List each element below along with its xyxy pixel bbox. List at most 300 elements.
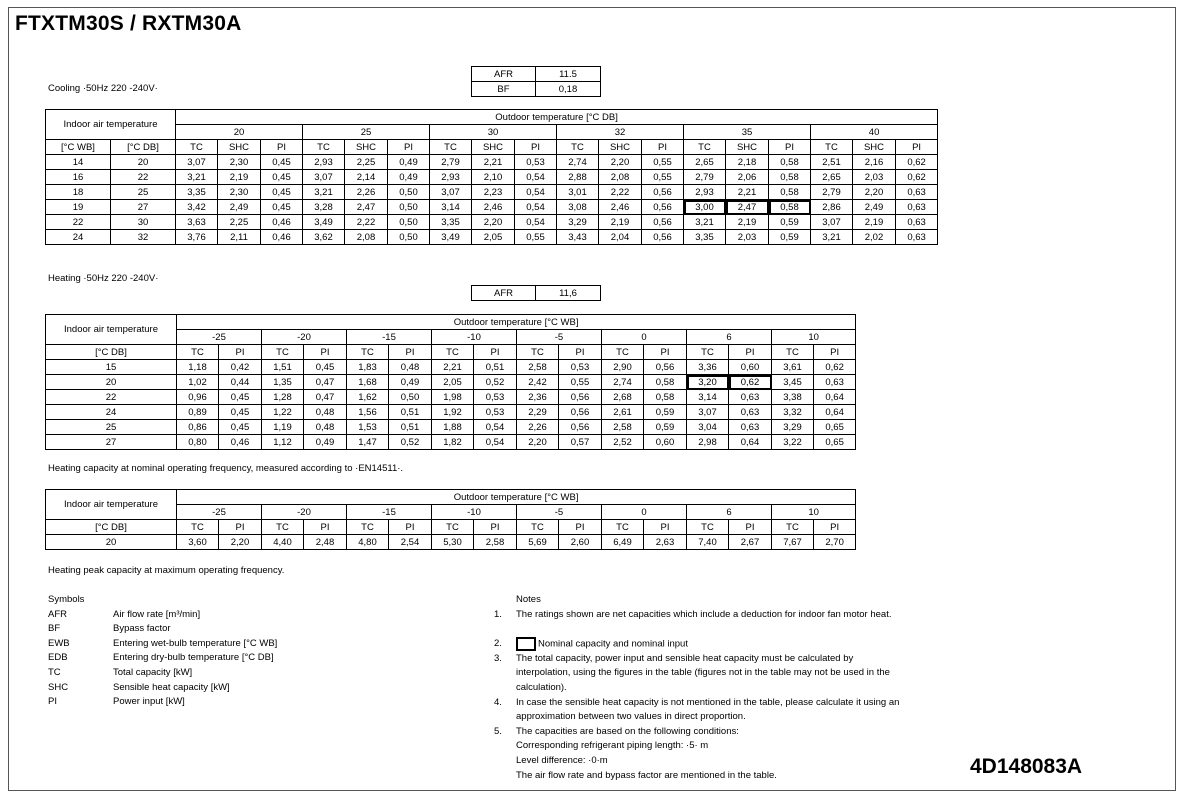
table-row — [46, 170, 938, 185]
table-cell: 0,56 — [642, 215, 684, 230]
outdoor-temp: 32 — [557, 125, 684, 140]
symbols-section — [48, 593, 348, 710]
table-cell: 3,07 — [811, 215, 853, 230]
table-cell: 3,21 — [684, 215, 726, 230]
nominal-box-icon — [516, 637, 536, 651]
table-cell: 1,19 — [262, 420, 304, 435]
table-cell: 3,08 — [557, 200, 599, 215]
table-cell: 0,54 — [515, 200, 557, 215]
table-cell: 2,26 — [345, 185, 388, 200]
table-cell: 2,60 — [559, 535, 602, 550]
sub-header: PI — [814, 520, 856, 535]
table-cell: 0,55 — [642, 170, 684, 185]
table-row — [46, 375, 856, 390]
outdoor-temp: 6 — [687, 330, 772, 345]
sub-header: PI — [474, 345, 517, 360]
outdoor-temp-header: Outdoor temperature [°C WB] — [177, 490, 856, 505]
table-cell: 0,63 — [896, 230, 938, 245]
table-cell: 3,63 — [176, 215, 218, 230]
table-cell: 1,56 — [347, 405, 389, 420]
symbol-abbr: PI — [48, 696, 57, 708]
table-cell: 0,63 — [814, 375, 856, 390]
sub-header: TC — [347, 520, 389, 535]
sub-header: TC — [262, 345, 304, 360]
table-cell: 16 — [46, 170, 111, 185]
table-cell: 0,45 — [261, 200, 303, 215]
table-cell: 3,45 — [772, 375, 814, 390]
table-cell: 0,56 — [559, 390, 602, 405]
symbol-desc: Entering dry-bulb temperature [°C DB] — [113, 652, 274, 664]
outdoor-temp: -25 — [177, 505, 262, 520]
table-cell: 3,35 — [430, 215, 472, 230]
outdoor-temp-header: Outdoor temperature [°C WB] — [177, 315, 856, 330]
table-cell: 3,42 — [176, 200, 218, 215]
table-cell: 0,45 — [219, 405, 262, 420]
table-cell: 3,49 — [430, 230, 472, 245]
outdoor-temp: 25 — [303, 125, 430, 140]
table-cell: 1,02 — [177, 375, 219, 390]
outdoor-temp: -5 — [517, 330, 602, 345]
table-cell: 27 — [111, 200, 176, 215]
sub-header: TC — [687, 345, 729, 360]
indoor-temp-header: Indoor air temperature — [46, 110, 176, 140]
sub-header: PI — [644, 520, 687, 535]
table-cell: 1,22 — [262, 405, 304, 420]
table-cell: 2,30 — [218, 185, 261, 200]
table-cell: 24 — [46, 230, 111, 245]
table-cell: 0,62 — [896, 155, 938, 170]
table-cell: 2,08 — [599, 170, 642, 185]
table-cell: 3,32 — [772, 405, 814, 420]
outdoor-temp: 10 — [772, 505, 856, 520]
symbol-item — [48, 608, 348, 623]
table-cell: 4,40 — [262, 535, 304, 550]
table-cell: 2,20 — [599, 155, 642, 170]
table-cell: 2,42 — [517, 375, 559, 390]
table-cell: 5,30 — [432, 535, 474, 550]
table-cell: 0,58 — [769, 155, 811, 170]
table-cell: 0,45 — [261, 170, 303, 185]
table-row — [46, 390, 856, 405]
outdoor-temp: -25 — [177, 330, 262, 345]
sub-header: SHC — [599, 140, 642, 155]
sub-header: TC — [557, 140, 599, 155]
symbol-item — [48, 637, 348, 652]
table-cell: 0,54 — [474, 435, 517, 450]
symbol-abbr: EWB — [48, 637, 70, 649]
indoor-temp-header: Indoor air temperature — [46, 315, 177, 345]
sub-header: PI — [769, 140, 811, 155]
symbol-abbr: TC — [48, 666, 61, 678]
table-cell: 0,49 — [304, 435, 347, 450]
table-cell: 0,96 — [177, 390, 219, 405]
table-cell: 0,65 — [814, 435, 856, 450]
table-cell: 2,08 — [345, 230, 388, 245]
page-title: FTXTM30S / RXTM30A — [15, 12, 242, 35]
table-cell: 3,14 — [430, 200, 472, 215]
table-cell: 22 — [111, 170, 176, 185]
table-row — [46, 185, 938, 200]
heating-label: Heating ·50Hz 220 -240V· — [48, 273, 159, 284]
table-cell: 0,60 — [729, 360, 772, 375]
sub-header: TC — [303, 140, 345, 155]
sub-header: PI — [559, 345, 602, 360]
symbol-desc: Bypass factor — [113, 623, 171, 635]
heating-afr-table — [471, 285, 601, 301]
header-row — [46, 315, 856, 330]
table-cell: 2,93 — [430, 170, 472, 185]
table-cell: 3,29 — [772, 420, 814, 435]
table-cell: 2,74 — [557, 155, 599, 170]
sub-header: SHC — [218, 140, 261, 155]
table-cell: 0,59 — [644, 420, 687, 435]
table-row — [46, 230, 938, 245]
table-cell: 7,67 — [772, 535, 814, 550]
table-cell: 1,88 — [432, 420, 474, 435]
table-cell: 0,89 — [177, 405, 219, 420]
table-cell: 3,21 — [303, 185, 345, 200]
sub-header: PI — [515, 140, 557, 155]
symbol-item — [48, 695, 348, 710]
table-cell: 14 — [46, 155, 111, 170]
table-cell: 2,79 — [684, 170, 726, 185]
sub-header: SHC — [472, 140, 515, 155]
sub-header: PI — [389, 345, 432, 360]
table-cell: 0,51 — [389, 420, 432, 435]
table-cell: 1,92 — [432, 405, 474, 420]
note-5: 5. The capacities are based on the following conditions: Corresponding refrigerant piping length: ·5· m Level difference: ·0·m The air flow rate and bypass factor are mentioned in the table. — [494, 725, 777, 781]
cooling-capacity-table — [45, 109, 938, 245]
table-row — [46, 215, 938, 230]
nominal-cell: 3,00 — [684, 200, 726, 215]
table-cell: 0,63 — [729, 420, 772, 435]
table-cell: 3,04 — [687, 420, 729, 435]
sub-header: PI — [389, 520, 432, 535]
table-cell: 2,29 — [517, 405, 559, 420]
symbol-desc: Sensible heat capacity [kW] — [113, 681, 230, 693]
table-cell: 0,62 — [896, 170, 938, 185]
table-cell: 2,21 — [472, 155, 515, 170]
table-cell: 0,52 — [389, 435, 432, 450]
table-cell: 0,49 — [388, 155, 430, 170]
table-cell: 0,56 — [559, 405, 602, 420]
table-cell: 1,62 — [347, 390, 389, 405]
table-cell: 7,40 — [687, 535, 729, 550]
table-cell: 3,28 — [303, 200, 345, 215]
header-row — [46, 520, 856, 535]
table-cell: 2,19 — [726, 215, 769, 230]
table-cell: 2,49 — [853, 200, 896, 215]
sub-header: PI — [388, 140, 430, 155]
table-cell: 2,70 — [814, 535, 856, 550]
table-cell: 0,63 — [729, 405, 772, 420]
table-cell: 3,01 — [557, 185, 599, 200]
sub-header: SHC — [345, 140, 388, 155]
table-cell: 2,74 — [602, 375, 644, 390]
table-cell: 2,18 — [726, 155, 769, 170]
table-cell: 2,16 — [853, 155, 896, 170]
sub-header: PI — [304, 345, 347, 360]
table-cell: 0,57 — [559, 435, 602, 450]
table-cell: 0,80 — [177, 435, 219, 450]
table-cell: 0,63 — [896, 215, 938, 230]
cooling-afr-bf-table — [471, 66, 601, 97]
table-cell: 25 — [111, 185, 176, 200]
outdoor-temp: -20 — [262, 505, 347, 520]
sub-header: SHC — [853, 140, 896, 155]
table-cell: 0,47 — [304, 390, 347, 405]
table-cell: 0,60 — [644, 435, 687, 450]
table-cell: 0,46 — [219, 435, 262, 450]
table-cell: 2,19 — [599, 215, 642, 230]
table-cell: 2,03 — [853, 170, 896, 185]
document-id: 4D148083A — [970, 755, 1083, 778]
table-row — [46, 435, 856, 450]
outdoor-temp: -5 — [517, 505, 602, 520]
table-cell: 3,38 — [772, 390, 814, 405]
unit-header: [°C DB] — [46, 345, 177, 360]
table-cell: 0,59 — [769, 230, 811, 245]
table-cell: 2,51 — [811, 155, 853, 170]
table-cell: 3,07 — [176, 155, 218, 170]
sub-header: TC — [432, 345, 474, 360]
table-cell: 0,50 — [388, 215, 430, 230]
table-cell: 4,80 — [347, 535, 389, 550]
table-cell: 0,49 — [389, 375, 432, 390]
table-cell: 0,55 — [515, 230, 557, 245]
symbol-abbr: AFR — [48, 608, 67, 620]
table-cell: 1,18 — [177, 360, 219, 375]
unit-header: [°C DB] — [46, 520, 177, 535]
sub-header: PI — [896, 140, 938, 155]
sub-header: PI — [559, 520, 602, 535]
table-cell: 0,64 — [814, 390, 856, 405]
afr-label: AFR — [472, 286, 536, 301]
notes-section — [494, 593, 944, 783]
sub-header: PI — [304, 520, 347, 535]
table-cell: 2,05 — [432, 375, 474, 390]
table-cell: 18 — [46, 185, 111, 200]
table-cell: 3,62 — [303, 230, 345, 245]
table-cell: 2,65 — [684, 155, 726, 170]
table-cell: 2,20 — [219, 535, 262, 550]
table-cell: 1,68 — [347, 375, 389, 390]
table-cell: 0,50 — [389, 390, 432, 405]
table-cell: 2,47 — [345, 200, 388, 215]
sub-header: PI — [814, 345, 856, 360]
symbol-item — [48, 681, 348, 696]
sub-header: TC — [176, 140, 218, 155]
table-cell: 1,83 — [347, 360, 389, 375]
table-cell: 20 — [111, 155, 176, 170]
table-cell: 2,86 — [811, 200, 853, 215]
table-cell: 2,26 — [517, 420, 559, 435]
header-row — [46, 490, 856, 505]
table-cell: 1,35 — [262, 375, 304, 390]
table-cell: 2,23 — [472, 185, 515, 200]
table-cell: 2,58 — [517, 360, 559, 375]
table-cell: 15 — [46, 360, 177, 375]
sub-header: TC — [602, 520, 644, 535]
sub-header: TC — [347, 345, 389, 360]
table-cell: 2,10 — [472, 170, 515, 185]
table-cell: 2,30 — [218, 155, 261, 170]
symbol-desc: Total capacity [kW] — [113, 666, 193, 678]
table-cell: 0,42 — [219, 360, 262, 375]
table-cell: 0,46 — [261, 215, 303, 230]
table-cell: 0,48 — [389, 360, 432, 375]
outdoor-temp-header: Outdoor temperature [°C DB] — [176, 110, 938, 125]
symbol-item — [48, 622, 348, 637]
note-1: 1. The ratings shown are net capacities which include a deduction for indoor fan motor heat. — [494, 608, 892, 620]
table-cell: 3,35 — [176, 185, 218, 200]
table-cell: 2,36 — [517, 390, 559, 405]
table-cell: 0,51 — [389, 405, 432, 420]
table-cell: 2,61 — [602, 405, 644, 420]
table-cell: 0,64 — [729, 435, 772, 450]
table-cell: 2,65 — [811, 170, 853, 185]
table-cell: 3,76 — [176, 230, 218, 245]
outdoor-temp: 35 — [684, 125, 811, 140]
table-cell: 27 — [46, 435, 177, 450]
table-cell: 2,79 — [430, 155, 472, 170]
heating-caption: Heating capacity at nominal operating frequency, measured according to ·EN14511·. — [48, 463, 404, 474]
table-cell: 22 — [46, 390, 177, 405]
sub-header: TC — [687, 520, 729, 535]
outdoor-temp: -15 — [347, 505, 432, 520]
symbol-desc: Power input [kW] — [113, 696, 185, 708]
table-cell: 3,49 — [303, 215, 345, 230]
sub-header: TC — [772, 520, 814, 535]
table-cell: 19 — [46, 200, 111, 215]
table-cell: 2,14 — [345, 170, 388, 185]
table-cell: 0,44 — [219, 375, 262, 390]
table-cell: 0,54 — [515, 185, 557, 200]
table-cell: 3,29 — [557, 215, 599, 230]
header-row — [46, 110, 938, 125]
note-4: 4. In case the sensible heat capacity is not mentioned in the table, please calculate it using an approximation between two values in direct proportion. — [494, 696, 900, 723]
table-cell: 3,43 — [557, 230, 599, 245]
table-cell: 1,12 — [262, 435, 304, 450]
symbols-heading: Symbols — [48, 594, 85, 605]
afr-label: AFR — [472, 67, 536, 82]
table-cell: 0,45 — [261, 155, 303, 170]
sub-header: TC — [811, 140, 853, 155]
afr-value: 11,6 — [536, 286, 601, 301]
table-cell: 2,46 — [472, 200, 515, 215]
table-cell: 0,48 — [304, 420, 347, 435]
table-cell: 2,11 — [218, 230, 261, 245]
table-cell: 2,19 — [853, 215, 896, 230]
table-cell: 2,20 — [517, 435, 559, 450]
table-cell: 20 — [46, 375, 177, 390]
table-cell: 0,52 — [474, 375, 517, 390]
table-cell: 0,55 — [642, 155, 684, 170]
sub-header: TC — [684, 140, 726, 155]
heating-peak-table — [45, 489, 856, 550]
cooling-label: Cooling ·50Hz 220 -240V· — [48, 83, 158, 94]
symbol-item — [48, 666, 348, 681]
sub-header: TC — [430, 140, 472, 155]
outdoor-temp: -15 — [347, 330, 432, 345]
table-cell: 2,52 — [602, 435, 644, 450]
table-cell: 0,45 — [219, 420, 262, 435]
table-cell: 3,14 — [687, 390, 729, 405]
bf-label: BF — [472, 82, 536, 97]
table-cell: 0,58 — [644, 390, 687, 405]
sub-header: TC — [517, 345, 559, 360]
table-cell: 0,45 — [261, 185, 303, 200]
table-cell: 0,45 — [304, 360, 347, 375]
table-cell: 2,02 — [853, 230, 896, 245]
symbol-abbr: EDB — [48, 652, 68, 664]
sub-header: TC — [602, 345, 644, 360]
table-row — [46, 360, 856, 375]
table-cell: 3,07 — [687, 405, 729, 420]
table-cell: 2,58 — [602, 420, 644, 435]
header-row — [46, 125, 938, 140]
table-cell: 2,22 — [599, 185, 642, 200]
table-cell: 0,53 — [515, 155, 557, 170]
table-cell: 0,56 — [644, 360, 687, 375]
table-cell: 3,60 — [177, 535, 219, 550]
sub-header: PI — [729, 520, 772, 535]
outdoor-temp: 0 — [602, 505, 687, 520]
table-row — [46, 420, 856, 435]
note-3: 3. The total capacity, power input and sensible heat capacity must be calculated by interpolation, using the figures in the table (figures not in the table may not be used in the calculation). — [494, 652, 890, 694]
table-cell: 3,36 — [687, 360, 729, 375]
outdoor-temp: 10 — [772, 330, 856, 345]
outdoor-temp: 20 — [176, 125, 303, 140]
peak-caption: Heating peak capacity at maximum operating frequency. — [48, 565, 285, 576]
table-cell: 0,55 — [559, 375, 602, 390]
table-cell: 0,49 — [388, 170, 430, 185]
table-cell: 0,58 — [644, 375, 687, 390]
table-cell: 0,59 — [769, 215, 811, 230]
symbol-abbr: BF — [48, 623, 61, 635]
table-cell: 2,21 — [432, 360, 474, 375]
table-cell: 1,98 — [432, 390, 474, 405]
table-cell: 3,07 — [430, 185, 472, 200]
table-cell: 25 — [46, 420, 177, 435]
symbol-desc: Entering wet-bulb temperature [°C WB] — [113, 637, 278, 649]
table-cell: 2,98 — [687, 435, 729, 450]
heating-capacity-table — [45, 314, 856, 450]
table-cell: 0,56 — [642, 230, 684, 245]
table-cell: 0,86 — [177, 420, 219, 435]
table-cell: 0,50 — [388, 230, 430, 245]
table-cell: 2,49 — [218, 200, 261, 215]
nominal-cell: 2,47 — [726, 200, 769, 215]
bf-value: 0,18 — [536, 82, 601, 97]
nominal-cell: 0,62 — [729, 375, 772, 390]
table-cell: 2,20 — [853, 185, 896, 200]
sub-header: TC — [432, 520, 474, 535]
outdoor-temp: 40 — [811, 125, 938, 140]
table-cell: 0,65 — [814, 420, 856, 435]
table-cell: 0,58 — [769, 170, 811, 185]
table-cell: 0,54 — [515, 170, 557, 185]
table-cell: 0,62 — [814, 360, 856, 375]
table-cell: 24 — [46, 405, 177, 420]
table-cell: 2,03 — [726, 230, 769, 245]
table-cell: 3,61 — [772, 360, 814, 375]
table-cell: 0,56 — [642, 185, 684, 200]
outdoor-temp: -10 — [432, 505, 517, 520]
table-cell: 2,21 — [726, 185, 769, 200]
table-cell: 2,93 — [684, 185, 726, 200]
sub-header: TC — [772, 345, 814, 360]
